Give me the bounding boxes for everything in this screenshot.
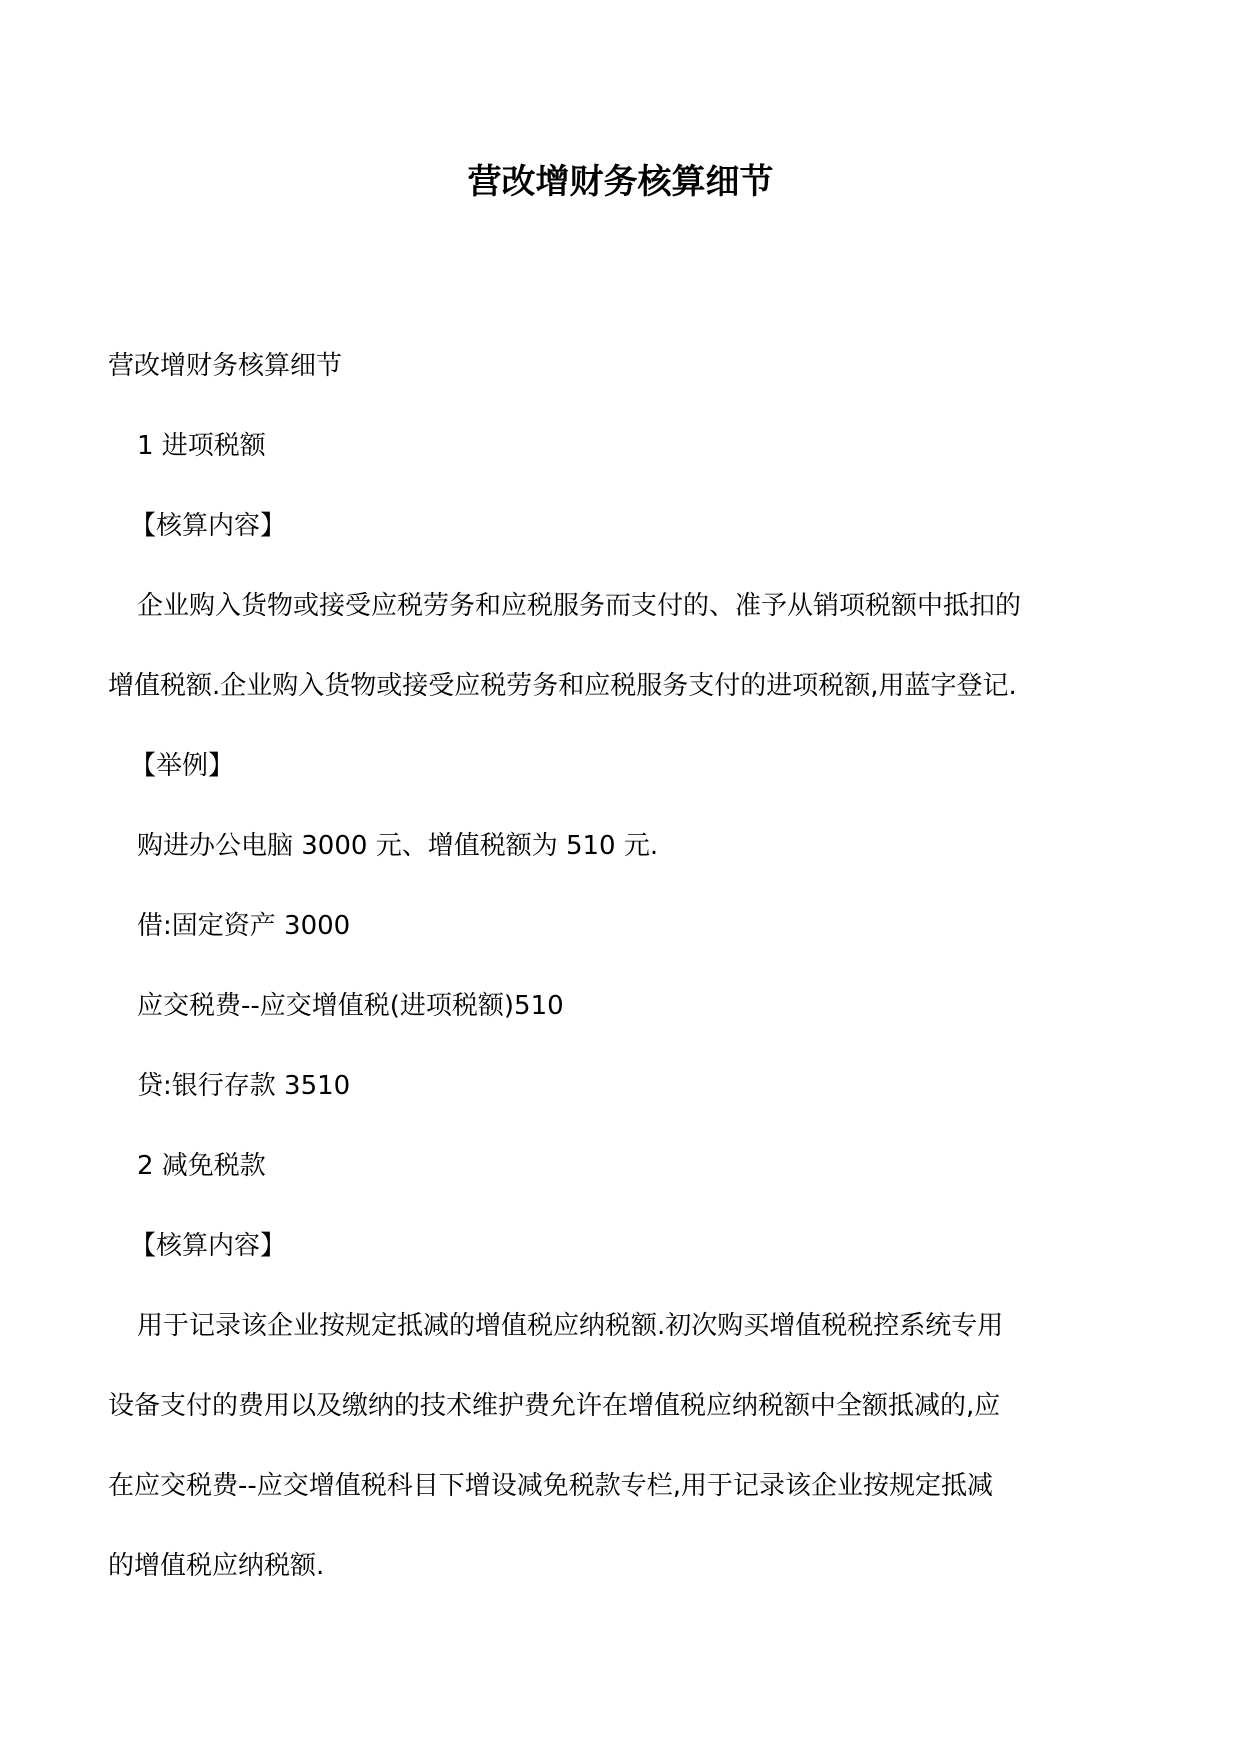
section-2-content-line-3: 在应交税费--应交增值税科目下增设减免税款专栏,用于记录该企业按规定抵减 (108, 1471, 994, 1501)
section-1-example-text: 购进办公电脑 3000 元、增值税额为 510 元. (137, 831, 659, 861)
section-2-content-tag: 【核算内容】 (130, 1231, 287, 1261)
section-2-content-line-2: 设备支付的费用以及缴纳的技术维护费允许在增值税应纳税额中全额抵减的,应 (108, 1391, 1001, 1421)
document-subtitle: 营改增财务核算细节 (108, 351, 343, 381)
section-1-content-line-1: 企业购入货物或接受应税劳务和应税服务而支付的、准予从销项税额中抵扣的 (137, 591, 1022, 621)
section-1-example-tag: 【举例】 (130, 751, 235, 781)
document-title: 营改增财务核算细节 (467, 162, 774, 202)
section-2-content-line-1: 用于记录该企业按规定抵减的增值税应纳税额.初次购买增值税税控系统专用 (137, 1311, 1004, 1341)
section-2-heading: 2 减免税款 (137, 1151, 266, 1181)
journal-entry-credit-bank: 贷:银行存款 3510 (137, 1071, 351, 1101)
section-1-heading: 1 进项税额 (137, 431, 266, 461)
journal-entry-debit-input-tax: 应交税费--应交增值税(进项税额)510 (137, 991, 564, 1021)
section-1-content-tag: 【核算内容】 (130, 511, 287, 541)
journal-entry-debit-fixed-assets: 借:固定资产 3000 (137, 911, 351, 941)
section-2-content-line-4: 的增值税应纳税额. (108, 1551, 325, 1581)
section-1-content-line-2: 增值税额.企业购入货物或接受应税劳务和应税服务支付的进项税额,用蓝字登记. (108, 671, 1017, 701)
